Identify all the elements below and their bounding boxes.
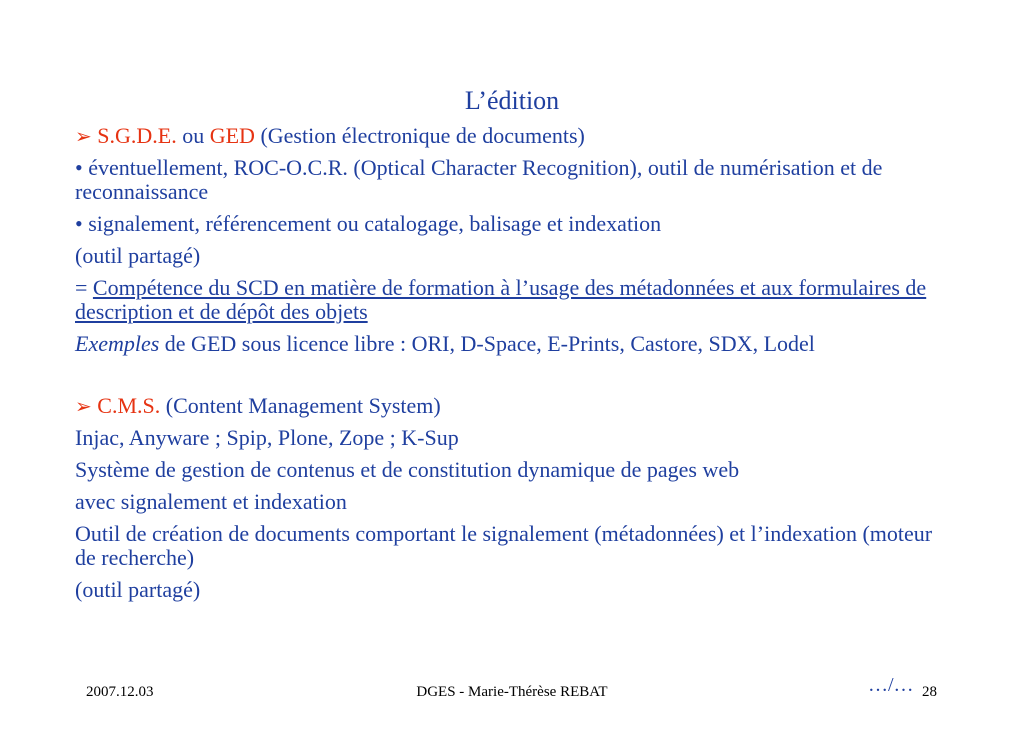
cms-tool-description: Outil de création de documents comportant le signalement (métadonnées) et l’indexation (moteur de recherche)	[75, 521, 933, 570]
competence-link[interactable]: Compétence du SCD en matière de formation à l’usage des métadonnées et aux formulaires de description et de dépôt des objets	[75, 275, 927, 324]
cms-acronym: C.M.S.	[97, 393, 161, 418]
footer-date: 2007.12.03	[86, 684, 154, 700]
cms-products: Injac, Anyware ; Spip, Plone, Zope ; K-Sup	[75, 425, 459, 450]
cms-heading	[75, 394, 935, 418]
slide-content	[75, 124, 935, 610]
indexing-bullet: • signalement, référencement ou catalogage, balisage et indexation	[75, 211, 662, 236]
examples-line	[75, 332, 935, 356]
sgde-heading	[75, 124, 935, 148]
competence-line	[75, 276, 935, 324]
arrow-bullet-icon: ➢	[75, 394, 92, 418]
cms-shared-tool-note: (outil partagé)	[75, 577, 201, 602]
cms-indexing: avec signalement et indexation	[75, 489, 347, 514]
footer-author: DGES - Marie-Thérèse REBAT	[416, 684, 608, 700]
section-spacer	[75, 364, 935, 394]
examples-text: de GED sous licence libre : ORI, D-Space, E-Prints, Castore, SDX, Lodel	[159, 331, 815, 356]
cms-description: (Content Management System)	[165, 393, 441, 418]
page-number: 28	[922, 684, 937, 700]
arrow-bullet-icon: ➢	[75, 124, 92, 148]
sgde-or: ou	[182, 123, 205, 148]
ged-acronym: GED	[209, 123, 255, 148]
slide-title: L’édition	[464, 86, 560, 115]
shared-tool-note: (outil partagé)	[75, 243, 201, 268]
sgde-acronym: S.G.D.E.	[97, 123, 177, 148]
continue-mark: …/…	[868, 674, 914, 696]
equals-sign: =	[75, 275, 93, 300]
examples-label: Exemples	[75, 331, 160, 356]
sgde-description: (Gestion électronique de documents)	[260, 123, 585, 148]
cms-system-description: Système de gestion de contenus et de constitution dynamique de pages web	[75, 457, 740, 482]
ocr-bullet: • éventuellement, ROC-O.C.R. (Optical Character Recognition), outil de numérisation et de reconnaissance	[75, 155, 883, 204]
